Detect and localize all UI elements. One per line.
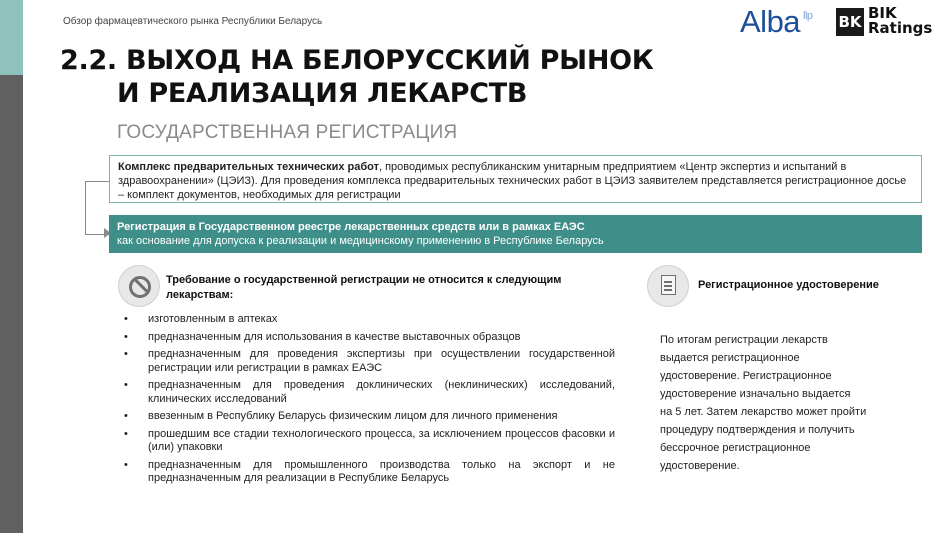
bik-logo-line1: BIK (868, 4, 897, 22)
preliminary-works-box (109, 155, 922, 203)
certificate-line: процедуру подтверждения и получить (660, 424, 855, 436)
certificate-line: удостоверение. (660, 460, 740, 472)
list-item: • прошедшим все стадии технологического процесса, за исключением процессов фасовки и (или) упаковки (120, 428, 615, 455)
document-glyph (661, 275, 676, 295)
preliminary-works-text: , проводимых республиканским унитарным предприятием «Центр экспертиз и испытаний в здравоохранении» (ЦЭИЗ). Для проведения комплекса предварительных технических работ в ЦЭИЗ заявителем представляется регистрационное досье – комплект документов, необходимых для регистрации (118, 161, 907, 201)
list-item: • предназначенным для проведения доклинических (неклинических) исследований, клинических исследований (120, 379, 615, 406)
certificate-line: По итогам регистрации лекарств (660, 334, 828, 346)
bik-ratings-logo (868, 6, 932, 36)
registration-box (109, 215, 922, 253)
list-item: • предназначенным для использования в качестве выставочных образцов (120, 331, 615, 345)
certificate-description (660, 331, 900, 475)
flow-connector (85, 181, 110, 235)
page-title (60, 44, 654, 110)
certificate-line: на 5 лет. Затем лекарство может пройти (660, 406, 867, 418)
side-accent-bar-bottom (0, 75, 23, 533)
certificate-line: выдается регистрационное (660, 352, 800, 364)
certificate-line: удостоверение. Регистрационное (660, 370, 832, 382)
list-item: • ввезенным в Республику Беларусь физическим лицом для личного применения (120, 410, 615, 424)
registration-text: как основание для допуска к реализации и медицинскому применению в Республике Беларусь (117, 235, 604, 247)
bik-logo-icon: BK (836, 8, 864, 36)
list-item: • изготовленным в аптеках (120, 313, 615, 327)
document-icon (647, 265, 689, 307)
list-item: • предназначенным для проведения экспертизы при осуществлении государственной регистрации или регистрации в рамках ЕАЭС (120, 348, 615, 375)
list-item: • предназначенным для промышленного производства только на экспорт и не предназначенным для реализации в Республике Беларусь (120, 459, 615, 486)
requirement-title: Требование о государственной регистрации не относится к следующим лекарствам: (166, 274, 562, 301)
section-subtitle: ГОСУДАРСТВЕННАЯ РЕГИСТРАЦИЯ (117, 122, 458, 143)
certificate-title: Регистрационное удостоверение (698, 279, 879, 291)
document-header: Обзор фармацевтического рынка Республики Беларусь (63, 16, 323, 27)
bik-logo-line2: Ratings (868, 19, 933, 37)
page-title-line2: И РЕАЛИЗАЦИЯ ЛЕКАРСТВ (117, 78, 528, 109)
alba-logo (740, 4, 813, 40)
alba-logo-suffix: llp (803, 10, 813, 22)
page-title-line1: 2.2. ВЫХОД НА БЕЛОРУССКИЙ РЫНОК (60, 45, 654, 76)
side-accent-bar-top (0, 0, 23, 75)
no-entry-glyph (129, 276, 151, 298)
preliminary-works-heading: Комплекс предварительных технических работ (118, 161, 379, 173)
alba-logo-text: Alba (740, 4, 801, 39)
no-entry-icon (118, 265, 160, 307)
certificate-line: бессрочное регистрационное (660, 442, 811, 454)
exemption-list (120, 313, 615, 490)
registration-heading: Регистрация в Государственном реестре лекарственных средств или в рамках ЕАЭС (117, 221, 585, 233)
certificate-line: удостоверение изначально выдается (660, 388, 851, 400)
